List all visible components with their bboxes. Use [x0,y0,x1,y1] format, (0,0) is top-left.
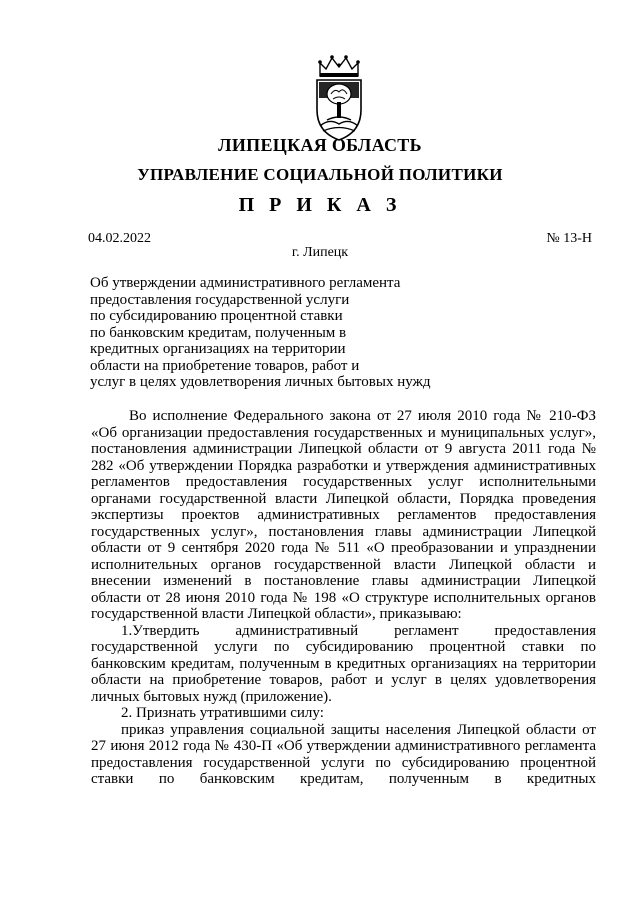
region-title: ЛИПЕЦКАЯ ОБЛАСТЬ [218,135,422,155]
subject-block [90,275,470,391]
subject-line: Об утверждении административного регламента [90,275,401,291]
document-number: № 13-Н [546,231,592,246]
item-2-paragraph: приказ управления социальной защиты населения Липецкой области от 27 июня 2012 года № 430-П «Об утверждении административного регламента предоставления государственной услуги по субсидированию процентной ставки по банковским кредитам, полученным в кредитных [91,721,596,787]
document-date: 04.02.2022 [88,231,151,246]
subject-line: кредитных организациях на территории [90,341,346,357]
document-type-title: П Р И К А З [238,194,402,216]
document-city: г. Липецк [291,245,349,260]
item-1-paragraph: 1.Утвердить административный регламент предоставления государственной услуги по субсидированию процентной ставки по банковским кредитам, полученным в кредитных организациях на территории области на приобретение товаров, работ и услуг в целях удовлетворения личных бытовых нужд (приложение). [91,622,596,705]
subject-line: по субсидированию процентной ставки [90,308,343,324]
subject-line: предоставления государственной услуги [90,291,350,308]
subject-line: услуг в целях удовлетворения личных бытовых нужд [90,374,431,390]
preamble-paragraph: Во исполнение Федерального закона от 27 июля 2010 года № 210-ФЗ «Об организации предоставления государственных и муниципальных услуг», постановления администрации Липецкой области от 9 августа 2011 года № 282 «Об утверждении Порядка разработки и утверждения административных регламентов предоставления государственных услуг исполнительными органами государственной власти Липецкой области, Порядка проведения экспертизы проектов административных регламентов предоставления государственных услуг», постановления главы администрации Липецкой области от 9 сентября 2020 года № 511 «О преобразовании и упразднении исполнительных органов государственной власти Липецкой области и внесении изменений в постановление главы администрации Липецкой области от 28 июня 2010 года № 198 «О структуре исполнительных органов государственной власти Липецкой области», приказываю: [91,408,596,622]
item-2-heading: 2. Признать утратившими силу: [121,705,324,721]
subject-line: области на приобретение товаров, работ и [90,357,360,374]
document-body [91,408,596,788]
lipetsk-coat-of-arms-icon [313,54,365,142]
subject-line: по банковским кредитам, полученным в [90,324,347,341]
department-title: УПРАВЛЕНИЕ СОЦИАЛЬНОЙ ПОЛИТИКИ [137,165,503,184]
